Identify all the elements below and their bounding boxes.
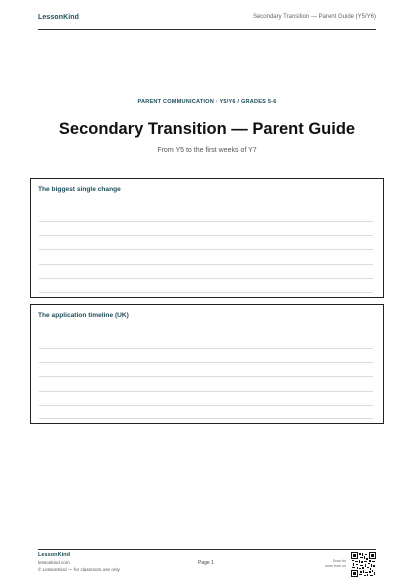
writing-line bbox=[39, 221, 373, 222]
section-heading: The application timeline (UK) bbox=[38, 312, 129, 319]
footer-copyright: © LessonKind — for classroom use only bbox=[38, 567, 120, 572]
writing-line bbox=[39, 376, 373, 377]
qr-code-icon bbox=[351, 552, 376, 577]
page-subtitle: From Y5 to the first weeks of Y7 bbox=[157, 147, 257, 154]
page-footer bbox=[38, 549, 376, 577]
page-header bbox=[38, 14, 376, 30]
writing-line bbox=[39, 391, 373, 392]
writing-line bbox=[39, 405, 373, 406]
writing-line bbox=[39, 418, 373, 419]
section-application-timeline bbox=[30, 304, 384, 424]
page-number: Page 1 bbox=[198, 560, 214, 566]
scan-caption-line: more from us bbox=[324, 563, 346, 568]
section-heading: The biggest single change bbox=[38, 186, 121, 193]
writing-line bbox=[39, 362, 373, 363]
scan-caption-line: Scan for bbox=[332, 559, 346, 563]
footer-url: lessonkind.com bbox=[38, 560, 70, 565]
writing-line bbox=[39, 264, 373, 265]
writing-line bbox=[39, 249, 373, 250]
scan-caption bbox=[306, 559, 346, 568]
writing-line bbox=[39, 235, 373, 236]
header-document-title: Secondary Transition — Parent Guide (Y5/Y6) bbox=[252, 14, 376, 20]
section-biggest-change bbox=[30, 178, 384, 298]
page-title: Secondary Transition — Parent Guide bbox=[58, 120, 356, 138]
writing-line bbox=[39, 292, 373, 293]
footer-brand: LessonKind bbox=[38, 552, 71, 558]
writing-line bbox=[39, 348, 373, 349]
header-brand: LessonKind bbox=[38, 14, 80, 21]
writing-line bbox=[39, 278, 373, 279]
eyebrow-label: PARENT COMMUNICATION · Y5/Y6 / GRADES 5-6 bbox=[137, 99, 277, 105]
